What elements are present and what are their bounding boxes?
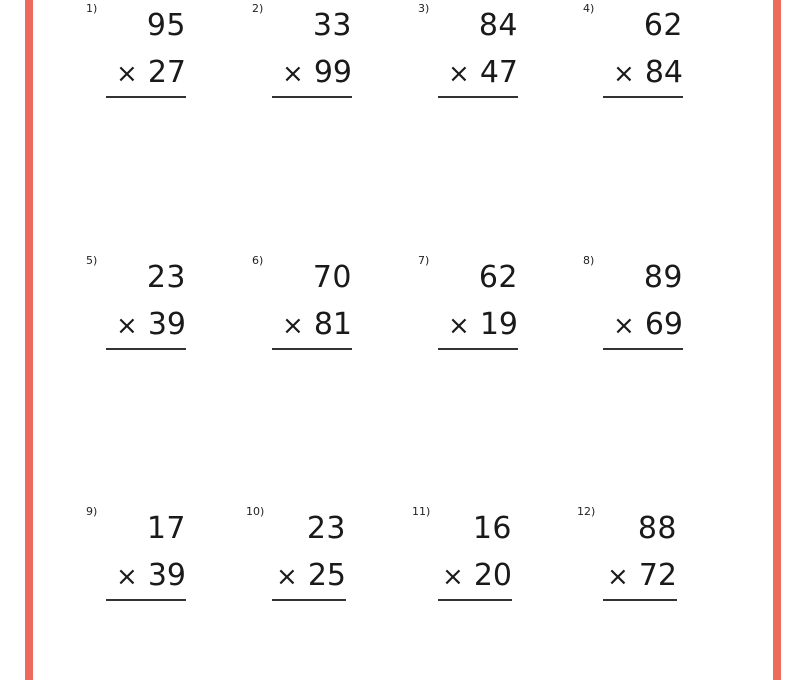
answer-line bbox=[106, 348, 186, 350]
multiplier: 25 bbox=[307, 558, 346, 593]
multiplier: 39 bbox=[147, 307, 186, 342]
answer-line bbox=[106, 96, 186, 98]
multiplier-line bbox=[282, 55, 352, 92]
multiplicand: 62 bbox=[643, 8, 683, 43]
multiplier-line bbox=[116, 558, 186, 595]
multiplicand: 95 bbox=[146, 8, 186, 43]
times-sign: × bbox=[116, 562, 138, 592]
problem-number: 5) bbox=[86, 254, 98, 267]
times-sign: × bbox=[282, 59, 304, 89]
multiplicand: 84 bbox=[478, 8, 518, 43]
problem-12 bbox=[577, 505, 687, 615]
multiplier: 69 bbox=[644, 307, 683, 342]
multiplier: 84 bbox=[644, 55, 683, 90]
multiplier-line bbox=[276, 558, 346, 595]
problem-8 bbox=[583, 254, 693, 364]
multiplier: 39 bbox=[147, 558, 186, 593]
times-sign: × bbox=[116, 311, 138, 341]
times-sign: × bbox=[276, 562, 298, 592]
answer-line bbox=[106, 599, 186, 601]
multiplicand: 70 bbox=[312, 260, 352, 295]
multiplier-line bbox=[282, 307, 352, 344]
problem-number: 10) bbox=[246, 505, 265, 518]
problem-5 bbox=[86, 254, 196, 364]
multiplicand: 23 bbox=[306, 511, 346, 546]
problem-number: 1) bbox=[86, 2, 98, 15]
answer-line bbox=[603, 96, 683, 98]
multiplicand: 88 bbox=[637, 511, 677, 546]
multiplier: 20 bbox=[473, 558, 512, 593]
answer-line bbox=[272, 96, 352, 98]
times-sign: × bbox=[448, 311, 470, 341]
problem-7 bbox=[418, 254, 528, 364]
times-sign: × bbox=[116, 59, 138, 89]
answer-line bbox=[272, 599, 346, 601]
multiplier-line bbox=[613, 307, 683, 344]
multiplier-line bbox=[607, 558, 677, 595]
multiplier-line bbox=[116, 55, 186, 92]
times-sign: × bbox=[442, 562, 464, 592]
problem-number: 6) bbox=[252, 254, 264, 267]
multiplicand: 89 bbox=[643, 260, 683, 295]
problem-6 bbox=[252, 254, 362, 364]
problem-11 bbox=[412, 505, 522, 615]
problem-number: 9) bbox=[86, 505, 98, 518]
problem-4 bbox=[583, 2, 693, 112]
answer-line bbox=[438, 348, 518, 350]
answer-line bbox=[603, 599, 677, 601]
multiplier: 99 bbox=[313, 55, 352, 90]
times-sign: × bbox=[448, 59, 470, 89]
times-sign: × bbox=[613, 59, 635, 89]
multiplier-line bbox=[613, 55, 683, 92]
answer-line bbox=[438, 96, 518, 98]
multiplier-line bbox=[448, 55, 518, 92]
problem-number: 12) bbox=[577, 505, 596, 518]
multiplier-line bbox=[116, 307, 186, 344]
answer-line bbox=[603, 348, 683, 350]
problem-number: 4) bbox=[583, 2, 595, 15]
multiplicand: 16 bbox=[472, 511, 512, 546]
problem-9 bbox=[86, 505, 196, 615]
multiplier: 47 bbox=[479, 55, 518, 90]
problem-number: 2) bbox=[252, 2, 264, 15]
problem-10 bbox=[246, 505, 356, 615]
multiplier-line bbox=[448, 307, 518, 344]
multiplicand: 23 bbox=[146, 260, 186, 295]
times-sign: × bbox=[613, 311, 635, 341]
times-sign: × bbox=[282, 311, 304, 341]
answer-line bbox=[438, 599, 512, 601]
multiplier: 19 bbox=[479, 307, 518, 342]
problem-3 bbox=[418, 2, 528, 112]
multiplicand: 62 bbox=[478, 260, 518, 295]
problem-number: 7) bbox=[418, 254, 430, 267]
multiplicand: 17 bbox=[146, 511, 186, 546]
problem-number: 11) bbox=[412, 505, 431, 518]
multiplier: 72 bbox=[638, 558, 677, 593]
problem-1 bbox=[86, 2, 196, 112]
problem-2 bbox=[252, 2, 362, 112]
times-sign: × bbox=[607, 562, 629, 592]
multiplicand: 33 bbox=[312, 8, 352, 43]
multiplier: 81 bbox=[313, 307, 352, 342]
multiplier-line bbox=[442, 558, 512, 595]
problem-number: 3) bbox=[418, 2, 430, 15]
problem-number: 8) bbox=[583, 254, 595, 267]
answer-line bbox=[272, 348, 352, 350]
multiplier: 27 bbox=[147, 55, 186, 90]
